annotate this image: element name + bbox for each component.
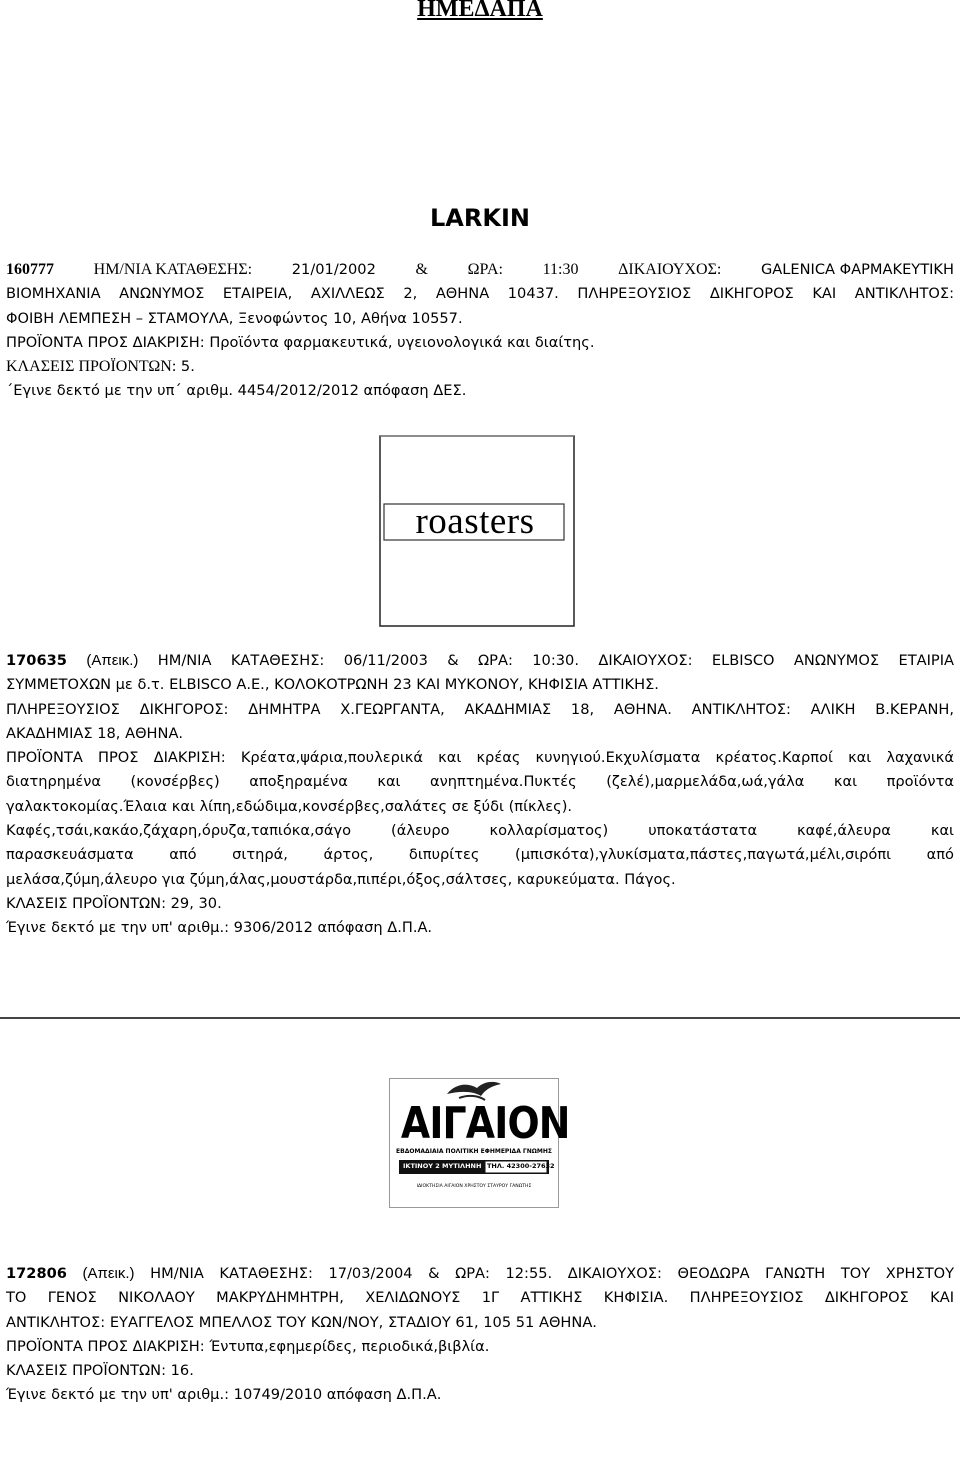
aigaion-logo-tagline: ΕΒΔΟΜΑΔΙΑΙΑ ΠΟΛΙΤΙΚΗ ΕΦΗΜΕΡΙΔΑ ΓΝΩΜΗΣ — [396, 1148, 552, 1155]
entry-2-text — [6, 649, 954, 941]
entry-1-number: 160777 — [6, 261, 54, 278]
entry-2-line-3: ΠΛΗΡΕΞΟΥΣΙΟΣ ΔΙΚΗΓΟΡΟΣ: ΔΗΜΗΤΡΑ Χ.ΓΕΩΡΓΑΝΤΑ, ΑΚΑΔΗΜΙΑΣ 18, ΑΘΗΝΑ. ΑΝΤΙΚΛΗΤΟΣ: ΑΛΙΚΗ Β.ΚΕΡΑΝΗ, — [6, 700, 954, 718]
aigaion-logo-address: ΙΚΤΙΝΟΥ 2 ΜΥΤΙΛΗΝΗ — [403, 1162, 482, 1170]
entry-2-line-1-text: ΗΜ/ΝΙΑ ΚΑΤΑΘΕΣΗΣ: 06/11/2003 & ΩΡΑ: 10:30. ΔΙΚΑΙΟΥΧΟΣ: ELBISCO ΑΝΩΝΥΜΟΣ ΕΤΑΙΡΙΑ — [157, 652, 955, 669]
entry-1-time: 11:30 — [542, 261, 579, 278]
aigaion-logo-brand: ΑΙΓΑΙΟΝ — [400, 1098, 570, 1149]
entry-2-line-12: Έγινε δεκτό με την υπ' αριθμ.: 9306/2012 απόφαση Δ.Π.Α. — [6, 919, 433, 937]
entry-1-classes-label: ΚΛΑΣΕΙΣ ΠΡΟΪΟΝΤΩΝ: — [6, 358, 177, 376]
aigaion-logo-owner: ΙΔΙΟΚΤΗΣΙΑ ΑΙΓΑΙΟΝ ΧΡΗΣΤΟΥ ΣΤΑΥΡΟΥ ΓΑΝΩΤΗΣ — [416, 1184, 532, 1189]
entry-1-date: 21/01/2002 — [291, 261, 376, 278]
entry-2-line-5: ΠΡΟΪΟΝΤΑ ΠΡΟΣ ΔΙΑΚΡΙΣΗ: Κρέατα,ψάρια,πουλερικά και κρέας κυνηγιού.Εκχυλίσματα κρέατος.Καρποί και λαχανικά — [6, 749, 954, 767]
page-title: ΗΜΕΔΑΠΑ — [417, 0, 543, 22]
entry-1-line-1 — [6, 258, 954, 282]
entry-3-number-suffix: (Απεικ.) — [82, 1265, 135, 1282]
entry-2-line-2: ΣΥΜΜΕΤΟΧΩΝ με δ.τ. ELBISCO Α.Ε., ΚΟΛΟΚΟΤΡΩΝΗ 23 ΚΑΙ ΜΥΚΟΝΟΥ, ΚΗΦΙΣΙΑ ΑΤΤΙΚΗΣ. — [6, 676, 659, 694]
entry-1-mark-name: LARKIN — [430, 204, 530, 232]
entry-1-owner: GALENICA ΦΑΡΜΑΚΕΥΤΙΚΗ — [760, 261, 954, 278]
entry-3-line-3: ΑΝΤΙΚΛΗΤΟΣ: ΕΥΑΓΓΕΛΟΣ ΜΠΕΛΛΟΣ ΤΟΥ ΚΩΝ/ΝΟΥ, ΣΤΑΔΙΟΥ 61, 105 51 ΑΘΗΝΑ. — [6, 1313, 597, 1331]
entry-2-line-10: μελάσα,ζύμη,άλευρο για ζύμη,άλας,μουστάρδα,πιπέρι,όξος,σάλτσες, καρυκεύματα. Πάγος. — [6, 870, 676, 888]
roasters-logo-text: roasters — [415, 501, 535, 542]
section-divider — [0, 1017, 960, 1019]
entry-1-date-label: ΗΜ/ΝΙΑ ΚΑΤΑΘΕΣΗΣ: — [93, 261, 253, 278]
entry-2-line-11: ΚΛΑΣΕΙΣ ΠΡΟΪΟΝΤΩΝ: 29, 30. — [6, 894, 222, 912]
entry-3-line-1 — [6, 1262, 954, 1286]
entry-2-line-9: παρασκευάσματα από σιτηρά, άρτος, διπυρίτες (μπισκότα),γλυκίσματα,πάστες,παγωτά,μέλι,σιρόπι από — [6, 846, 954, 864]
entry-3-line-4: ΠΡΟΪΟΝΤΑ ΠΡΟΣ ΔΙΑΚΡΙΣΗ: Έντυπα,εφημερίδες, περιοδικά,βιβλία. — [6, 1337, 490, 1355]
entry-1-text — [6, 258, 954, 404]
roasters-logo — [378, 434, 576, 628]
entry-2-number: 170635 — [6, 652, 67, 669]
entry-2-line-8: Καφές,τσάι,κακάο,ζάχαρη,όρυζα,ταπιόκα,σάγο (άλευρο κολλαρίσματος) υποκατάστατα καφέ,άλευρα και — [6, 822, 954, 840]
entry-3-number: 172806 — [6, 1265, 67, 1282]
entry-2-line-7: γαλακτοκομίας.Έλαια και λίπη,εδώδιμα,κονσέρβες,σαλάτες σε ξύδι (πίκλες). — [6, 797, 573, 815]
aigaion-logo — [389, 1078, 570, 1208]
entry-1-line-5 — [6, 355, 954, 379]
entry-1-line-4: ΠΡΟΪΟΝΤΑ ΠΡΟΣ ΔΙΑΚΡΙΣΗ: Προϊόντα φαρμακευτικά, υγειονολογικά και διαίτης. — [6, 333, 595, 351]
entry-2-number-suffix: (Απεικ.) — [86, 652, 139, 669]
entry-2-line-6: διατηρημένα (κονσέρβες) αποξηραμένα και ανηπτημένα.Πυκτές (ζελέ),μαρμελάδα,ωά,γάλα και προϊόντα — [6, 773, 954, 791]
entry-3-line-1-text: ΗΜ/ΝΙΑ ΚΑΤΑΘΕΣΗΣ: 17/03/2004 & ΩΡΑ: 12:55. ΔΙΚΑΙΟΥΧΟΣ: ΘΕΟΔΩΡΑ ΓΑΝΩΤΗ ΤΟΥ ΧΡΗΣΤΟΥ — [150, 1265, 955, 1282]
entry-1-classes-value: 5. — [180, 358, 195, 376]
entry-1-owner-label: ΔΙΚΑΙΟΥΧΟΣ: — [618, 261, 722, 278]
entry-1-line-2: ΒΙΟΜΗΧΑΝΙΑ ΑΝΩΝΥΜΟΣ ΕΤΑΙΡΕΙΑ, ΑΧΙΛΛΕΩΣ 2, ΑΘΗΝΑ 10437. ΠΛΗΡΕΞΟΥΣΙΟΣ ΔΙΚΗΓΟΡΟΣ ΚΑΙ ΑΝΤΙΚΛΗΤΟΣ: — [6, 285, 954, 303]
entry-1-time-label: ΩΡΑ: — [467, 261, 503, 278]
entry-2-line-4: ΑΚΑΔΗΜΙΑΣ 18, ΑΘΗΝΑ. — [6, 724, 184, 742]
entry-2-line-1 — [6, 649, 954, 673]
entry-1-line-3: ΦΟΙΒΗ ΛΕΜΠΕΣΗ – ΣΤΑΜΟΥΛΑ, Ξενοφώντος 10, Αθήνα 10557. — [6, 309, 463, 327]
aigaion-logo-phone: ΤΗΛ. 42300-27632 — [487, 1162, 555, 1170]
entry-1-line-6: ΄Εγινε δεκτό με την υπ΄ αριθμ. 4454/2012/2012 απόφαση ΔΕΣ. — [6, 382, 467, 400]
entry-1-amp: & — [415, 261, 428, 278]
entry-3-line-2: ΤΟ ΓΕΝΟΣ ΝΙΚΟΛΑΟΥ ΜΑΚΡΥΔΗΜΗΤΡΗ, ΧΕΛΙΔΩΝΟΥΣ 1Γ ΑΤΤΙΚΗΣ ΚΗΦΙΣΙΑ. ΠΛΗΡΕΞΟΥΣΙΟΣ ΔΙΚΗΓΟΡΟΣ ΚΑΙ — [6, 1289, 954, 1307]
entry-3-text — [6, 1262, 954, 1408]
entry-3-line-5: ΚΛΑΣΕΙΣ ΠΡΟΪΟΝΤΩΝ: 16. — [6, 1362, 194, 1380]
entry-3-line-6: Έγινε δεκτό με την υπ' αριθμ.: 10749/2010 απόφαση Δ.Π.Α. — [6, 1386, 442, 1404]
